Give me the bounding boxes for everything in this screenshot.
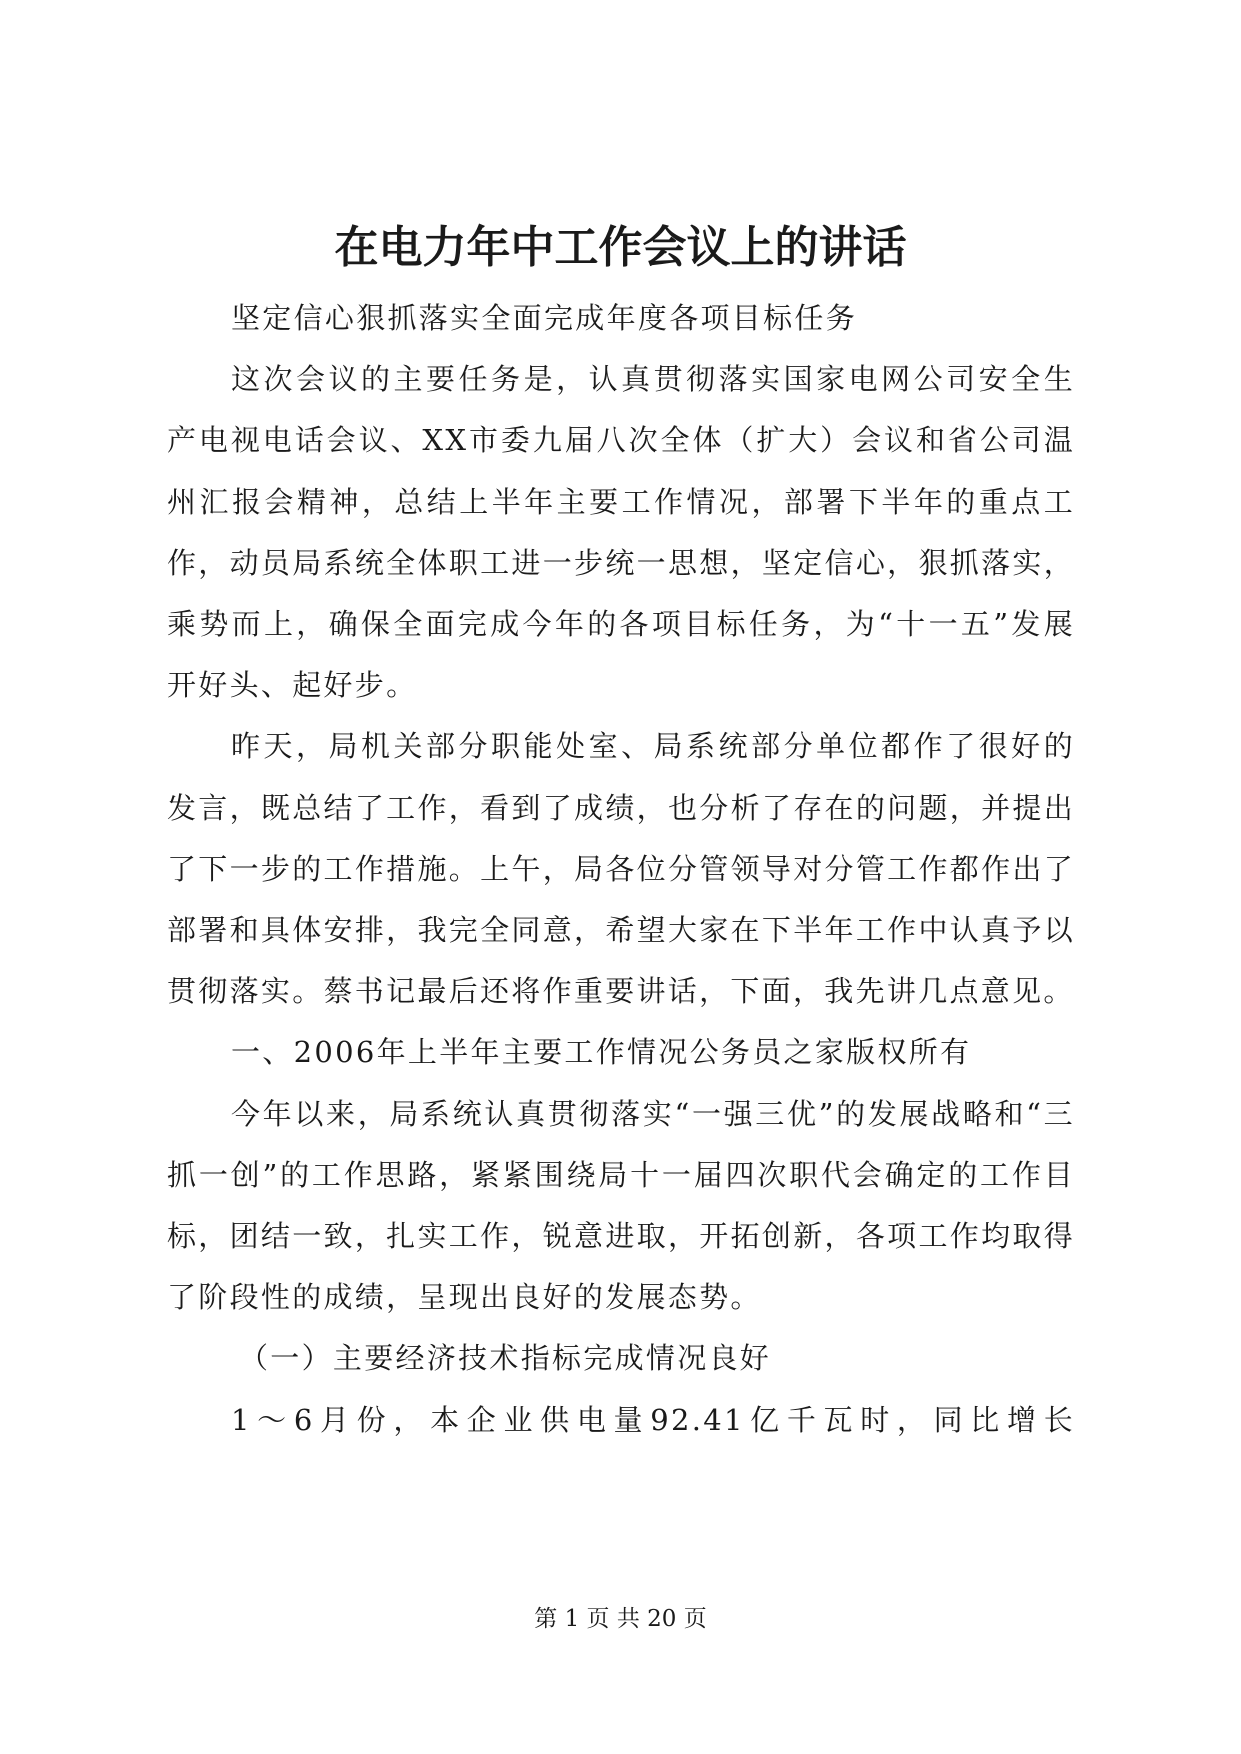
section-heading: 一、2006年上半年主要工作情况公务员之家版权所有: [231, 1035, 972, 1070]
subsection-heading: （一）主要经济技术指标完成情况良好: [239, 1341, 772, 1376]
document-body: [167, 288, 1075, 1451]
subtitle-paragraph: 坚定信心狠抓落实全面完成年度各项目标任务: [231, 301, 858, 335]
body-paragraph: 这次会议的主要任务是，认真贯彻落实国家电网公司安全生产电视电话会议、XX市委九届八次全体（扩大）会议和省公司温州汇报会精神，总结上半年主要工作情况，部署下半年的重点工作，动员局系统全体职工进一步统一思想，坚定信心，狠抓落实，乘势而上，确保全面完成今年的各项目标任务，为“十一五”发展开好头、起好步。: [167, 362, 1075, 703]
body-paragraph: 昨天，局机关部分职能处室、局系统部分单位都作了很好的发言，既总结了工作，看到了成绩，也分析了存在的问题，并提出了下一步的工作措施。上午，局各位分管领导对分管工作都作出了部署和具体安排，我完全同意，希望大家在下半年工作中认真予以贯彻落实。蔡书记最后还将作重要讲话，下面，我先讲几点意见。: [167, 729, 1075, 1009]
document-title: 在电力年中工作会议上的讲话: [334, 222, 907, 273]
body-paragraph: 1～6月份，本企业供电量92.41亿千瓦时，同比增长: [231, 1402, 1075, 1437]
page-number-footer: 第 1 页 共 20 页: [534, 1606, 707, 1632]
body-paragraph: 今年以来，局系统认真贯彻落实“一强三优”的发展战略和“三抓一创”的工作思路，紧紧围绕局十一届四次职代会确定的工作目标，团结一致，扎实工作，锐意进取，开拓创新，各项工作均取得了阶段性的成绩，呈现出良好的发展态势。: [167, 1096, 1075, 1315]
